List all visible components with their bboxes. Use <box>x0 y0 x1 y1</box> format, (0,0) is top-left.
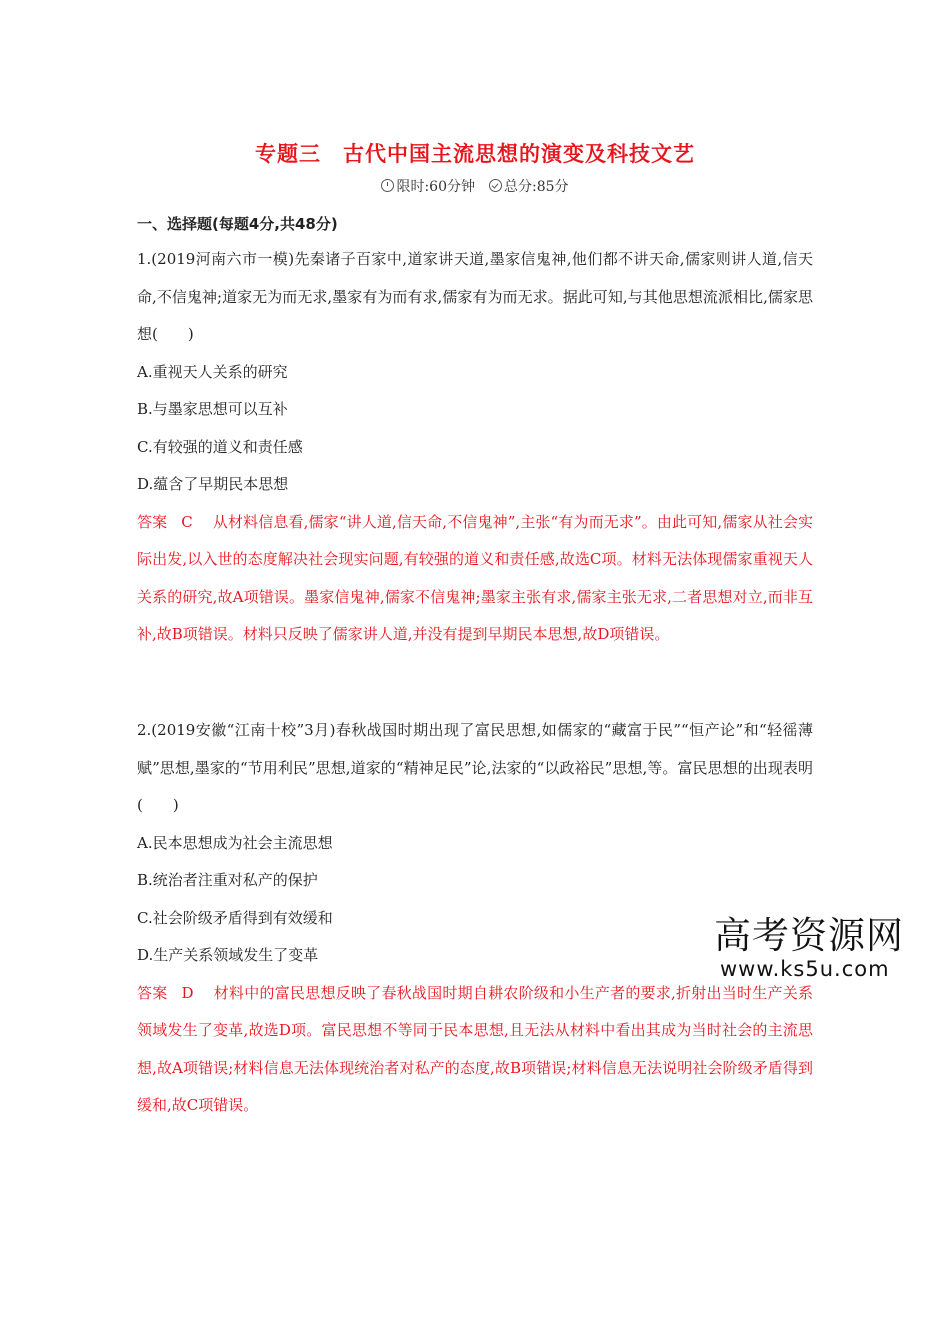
page-title <box>0 138 950 168</box>
answer-explanation <box>137 504 813 654</box>
question-2 <box>137 712 813 1125</box>
option-b: B.与墨家思想可以互补 <box>137 400 288 418</box>
check-circle-icon <box>489 179 502 192</box>
title-topic: 专题三 <box>255 142 321 166</box>
time-limit: 限时:60分钟 <box>396 179 475 195</box>
option-d: D.蕴含了早期民本思想 <box>137 475 289 493</box>
watermark-brand: 高考资源网 <box>714 914 904 957</box>
clock-icon <box>381 179 394 192</box>
option-a: A.重视天人关系的研究 <box>137 362 288 381</box>
answer-key: C <box>181 512 193 531</box>
option-a: A.民本思想成为社会主流思想 <box>137 833 333 852</box>
answer-explanation <box>137 975 813 1125</box>
question-1 <box>137 241 813 654</box>
option-c: C.社会阶级矛盾得到有效缓和 <box>137 908 333 927</box>
option-b: B.统治者注重对私产的保护 <box>137 871 318 889</box>
question-stem: 1.(2019河南六市一模)先秦诸子百家中,道家讲天道,墨家信鬼神,他们都不讲天命,儒家则讲人道,信天命,不信鬼神;道家无为而无求,墨家有为而有求,儒家有为而无求。据此可知,与其他思想流派相比,儒家思想( ) <box>137 250 813 343</box>
answer-label: 答案 <box>137 512 168 531</box>
section-heading: 一、选择题(每题4分,共48分) <box>137 215 338 233</box>
title-subject: 古代中国主流思想的演变及科技文艺 <box>343 142 695 166</box>
total-score: 总分:85分 <box>504 179 569 195</box>
explanation-text: 从材料信息看,儒家“讲人道,信天命,不信鬼神”,主张“有为而无求”。由此可知,儒家从社会实际出发,以入世的态度解决社会现实问题,有较强的道义和责任感,故选C项。材料无法体现儒家重视天人关系的研究,故A项错误。墨家信鬼神,儒家不信鬼神;墨家主张有求,儒家主张无求,二者思想对立,而非互补,故B项错误。材料只反映了儒家讲人道,并没有提到早期民本思想,故D项错误。 <box>137 512 813 643</box>
answer-label: 答案 <box>137 983 168 1002</box>
watermark-logo <box>714 915 914 981</box>
exam-meta <box>0 176 950 196</box>
explanation-text: 材料中的富民思想反映了春秋战国时期自耕农阶级和小生产者的要求,折射出当时生产关系领域发生了变革,故选D项。富民思想不等同于民本思想,且无法从材料中看出其成为当时社会的主流思想,故A项错误;材料信息无法体现统治者对私产的态度,故B项错误;材料信息无法说明社会阶级矛盾得到缓和,故C项错误。 <box>137 983 813 1114</box>
watermark-url: www.ks5u.com <box>720 957 890 981</box>
answer-key: D <box>181 983 194 1002</box>
option-c: C.有较强的道义和责任感 <box>137 437 303 456</box>
option-d: D.生产关系领域发生了变革 <box>137 946 319 964</box>
question-stem: 2.(2019安徽“江南十校”3月)春秋战国时期出现了富民思想,如儒家的“藏富于民”“恒产论”和“轻徭薄赋”思想,墨家的“节用利民”思想,道家的“精神足民”论,法家的“以政裕民”思想,等。富民思想的出现表明( ) <box>137 721 813 814</box>
